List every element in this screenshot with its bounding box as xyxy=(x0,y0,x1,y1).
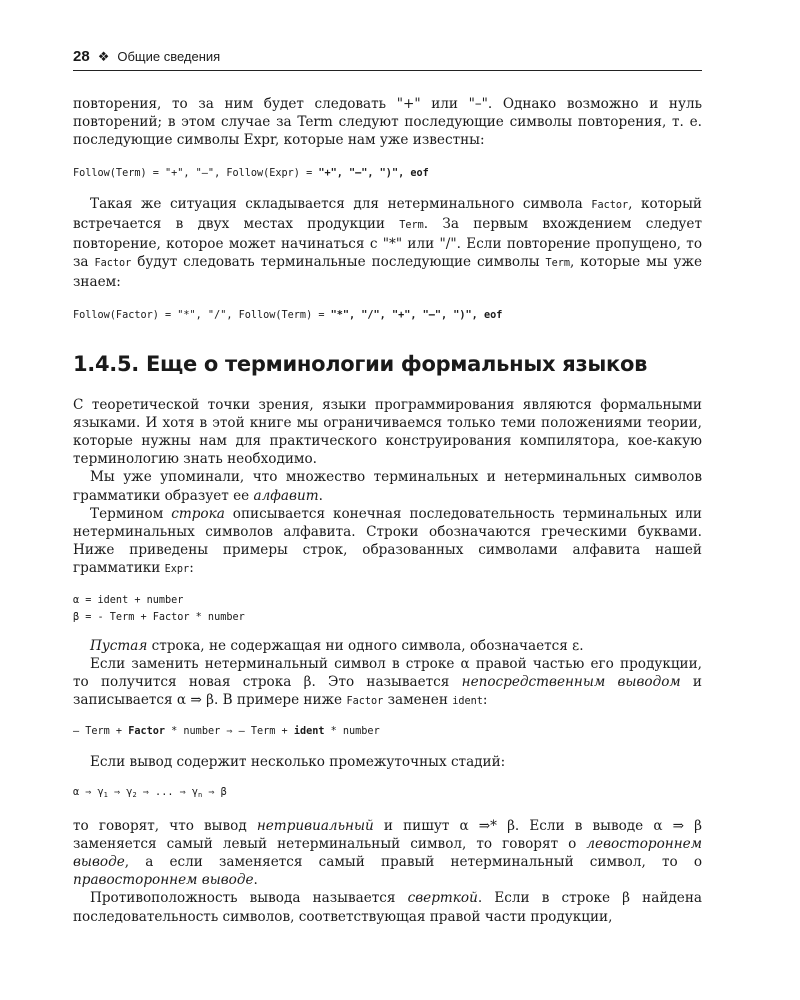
paragraph-5: Термином строка описывается конечная последовательность терминальных или нетерминальных символов алфавита. Строки обозначаются греческими буквами. Ниже приведены примеры строк, образованных символами алфавита нашей грамматики Expr: xyxy=(73,505,702,577)
paragraph-9: то говорят, что вывод нетривиальный и пишут α ⇒* β. Если в выводе α ⇒ β заменяется самый левый нетерминальный символ, то говорят о левостороннем выводе, а если заменяется самый правый нетерминальный символ, то о правостороннем выводе. xyxy=(73,817,702,889)
paragraph-3: С теоретической точки зрения, языки программирования являются формальными языками. И хотя в этой книге мы ограничиваемся только теми положениями теории, которые нужны нам для практического конструирования компилятора, кое-какую терминологию знать необходимо. xyxy=(73,396,702,468)
code-follow-term: Follow(Term) = "+", "–", Follow(Expr) = "+", "–", ")", eof xyxy=(73,167,429,179)
paragraph-4: Мы уже упоминали, что множество терминальных и нетерминальных символов грамматики образует ее алфавит. xyxy=(73,469,702,504)
paragraph-8: Если вывод содержит несколько промежуточных стадий: xyxy=(90,754,506,771)
code-derivation-step: – Term + Factor * number ⇒ – Term + ident * number xyxy=(73,726,380,738)
paragraph-2: Такая же ситуация складывается для нетерминального символа Factor, который встречается в двух местах продукции Term. За первым вхождением следует повторение, которое может начинаться с "*" или "/". Если повторение пропущено, то за Factor будут следовать терминальные последующие символы Term, которые мы уже знаем: xyxy=(73,195,703,291)
running-head xyxy=(73,48,702,71)
ornament-icon: ❖ xyxy=(97,49,110,64)
paragraph-1: повторения, то за ним будет следовать "+" или "–". Однако возможно и нуль повторений; в этом случае за Term следуют последующие символы повторения, т. е. последующие символы Expr, которые нам уже известны: xyxy=(73,96,702,149)
code-follow-factor: Follow(Factor) = "*", "/", Follow(Term) = "*", "/", "+", "–", ")", eof xyxy=(73,309,503,321)
book-page xyxy=(73,48,702,926)
running-head-title: Общие сведения xyxy=(117,49,221,64)
page-number: 28 xyxy=(73,48,90,65)
section-title: 1.4.5. Еще о терминологии формальных языков xyxy=(73,351,648,376)
paragraph-6: Пустая строка, не содержащая ни одного символа, обозначается ε. xyxy=(90,637,584,654)
code-strings-example: α = ident + number β = - Term + Factor * number xyxy=(73,594,245,623)
paragraph-7: Если заменить нетерминальный символ в строке α правой частью его продукции, то получится новая строка β. Это называется непосредственным выводом и записывается α ⇒ β. В примере ниже Factor заменен ident: xyxy=(73,655,702,709)
code-derivation-chain: α ⇒ $\gamma_1$ ⇒ $\gamma_2$ ⇒ ... ⇒ $\gamma_n$ ⇒ β xyxy=(73,786,227,799)
paragraph-10: Противоположность вывода называется сверткой. Если в строке β найдена последовательность символов, соответствующая правой части продукции, xyxy=(73,890,702,925)
